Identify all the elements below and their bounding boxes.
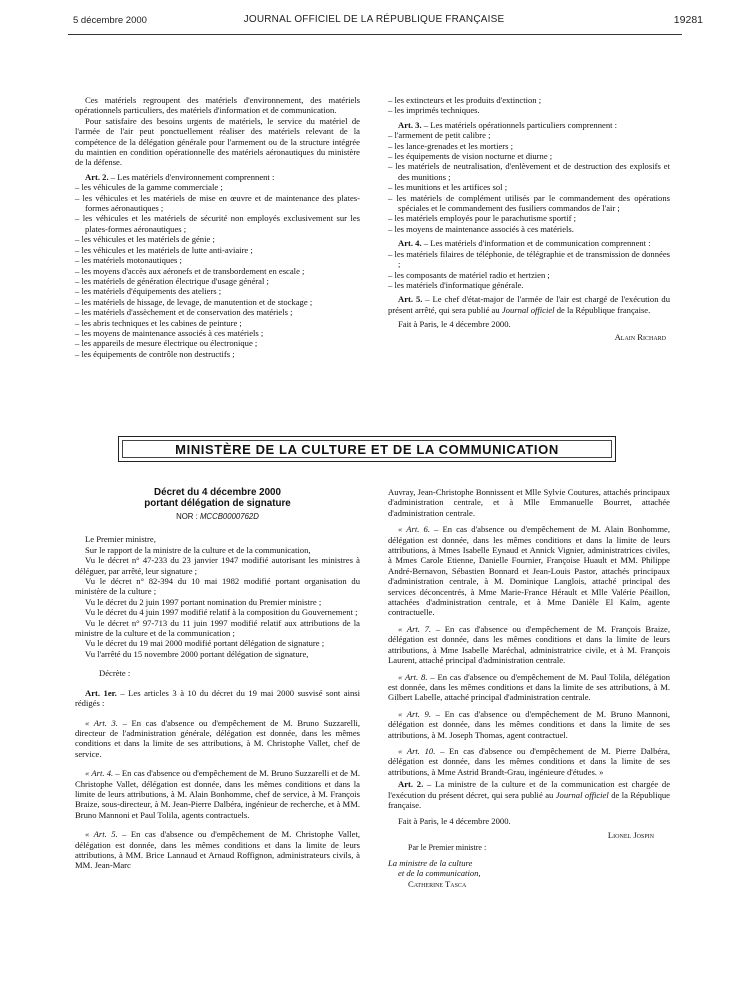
paragraph: Pour satisfaire des besoins urgents de matériels, le service du matériel de l'armée de l'air peut ponctuellement réaliser des matériels relevant de la compétence de la délégation générale pour l'armement ou de la structure intégrée du maintien en condition opérationnelle des matériels aéronautiques du ministère de la défense. <box>75 115 360 168</box>
article-heading <box>388 294 670 315</box>
article-label: « Art. 9. <box>398 708 431 719</box>
top-left-column <box>75 95 360 359</box>
list-item: – les véhicules et les matériels de mise en œuvre et de maintenance des plates-formes aéronautiques ; <box>75 192 360 214</box>
article-text: de la République française. <box>554 304 651 315</box>
nor-reference <box>75 512 360 522</box>
visa: Sur le rapport de la ministre de la culture et de la communication, <box>85 544 311 555</box>
nor-label: NOR : <box>176 512 200 521</box>
list-item: – les matériels de neutralisation, d'enlèvement et de destruction des explosifs et des munitions ; <box>388 161 670 182</box>
nor-code: MCCB0000762D <box>199 512 259 521</box>
article-heading <box>388 120 670 130</box>
article-text: – En cas d'absence ou d'empêchement de M. Alain Bonhomme, délégation est donnée, dans les mêmes conditions et dans la limite de leurs attributions, à Mmes Isabelle Eynaud et Annick Vignier, administratrices civiles, à Mmes Carole Etienne, Danielle Fournier, Françoise Huault et MM. Philippe André-Bernavon, Sébastien Bonnard et Jean-Louis Pastor, attachés principaux d'administration centrale, à M. Dominique Langlois, attaché principal des services déconcentrés, à Mme Marie-France Hérault et Mlle Valérie Péaillon, attachées d'administration centrale, et à Mme Danièle El Kaïm, agente contractuelle. <box>388 524 670 618</box>
list-item: – les équipements de contrôle non destructifs ; <box>75 348 235 359</box>
article-label: « Art. 7. <box>398 623 432 634</box>
list-item: – les matériels motonautiques ; <box>75 255 182 266</box>
article <box>75 718 360 760</box>
list-item: – les véhicules de la gamme commerciale ; <box>75 182 223 193</box>
list-item: – les matériels filaires de téléphonie, de télégraphie et de transmission de données ; <box>388 248 670 270</box>
list-item: – les matériels de hissage, de levage, de manutention et de stockage ; <box>75 296 313 307</box>
article-label: Art. 5. <box>398 294 423 305</box>
article-text: – En cas d'absence ou d'empêchement de M. Paul Tolila, délégation est donnée, dans les mêmes conditions et dans la limite de ses attributions, à M. Gilbert Labelle, attaché principal d'administration centrale. <box>388 671 670 703</box>
article-heading <box>388 779 670 810</box>
article-label: « Art. 8. <box>398 671 428 682</box>
article <box>388 524 670 618</box>
visa: Vu le décret n° 97-713 du 11 juin 1997 modifié relatif aux attributions de la ministre de la culture et de la communication ; <box>75 617 360 639</box>
page-number: 19281 <box>673 14 703 26</box>
article-text: – En cas d'absence ou d'empêchement de M. Bruno Suzzarelli et de M. Christophe Vallet, délégation est donnée, dans les mêmes conditions et dans la limite de leurs attributions, à M. Alain Bonhomme, chef de service, à M. François Braize, sous-directeur, à M. Jean-Pierre Dalbéra, ingénieur de recherche, et à MM. Bruno Mannoni et Paul Tolila, agents contractuels. <box>75 768 360 820</box>
visa: Vu le décret du 19 mai 2000 modifié portant délégation de signature ; <box>85 638 325 649</box>
article-label: Art. 3. <box>398 119 422 130</box>
header-rule <box>68 34 682 35</box>
decree-title: Décret du 4 décembre 2000 <box>154 487 281 498</box>
visa: Vu le décret n° 47-233 du 23 janvier 1947 modifié autorisant les ministres à déléguer, par arrêté, leur signature ; <box>75 555 360 576</box>
article-text: – En cas d'absence ou d'empêchement de M. Pierre Dalbéra, délégation est donnée, dans les mêmes conditions et dans la limite de ses attributions, à Mme Astrid Brandt-Grau, ingénieure d'études. » <box>388 745 671 777</box>
article-text: – La ministre de la culture et de la communication est chargée de l'exécution du présent décret, qui sera publié au <box>388 779 671 800</box>
article-heading <box>75 172 360 182</box>
article-label: Art. 1er. <box>85 687 117 698</box>
article-text: – Le chef d'état-major de l'armée de l'air est chargé de l'exécution du présent arrêté, qui sera publié au <box>388 294 671 315</box>
visa: Le Premier ministre, <box>85 534 156 545</box>
list-item: – les munitions et les artifices sol ; <box>388 182 508 193</box>
journal-reference: Journal officiel <box>555 789 609 800</box>
list-item: – les composants de matériel radio et hertzien ; <box>388 269 550 280</box>
minister-title: et de la communication, <box>398 868 481 878</box>
paragraph: Ces matériels regroupent des matériels d'environnement, des matériels opérationnels particuliers, des matériels d'information et de communication. <box>75 95 360 116</box>
article <box>75 768 360 820</box>
ministry-title: MINISTÈRE DE LA CULTURE ET DE LA COMMUNICATION <box>122 440 612 458</box>
ministry-banner <box>118 436 616 462</box>
visa: Vu le décret du 4 juin 1997 modifié relatif à la composition du Gouvernement ; <box>85 607 358 618</box>
article-heading <box>388 238 670 248</box>
list-item: – les abris techniques et les cabines de peinture ; <box>75 317 242 328</box>
article-label: Art. 2. <box>398 779 424 790</box>
list-item: – les véhicules et les matériels de lutte anti-aviaire ; <box>75 244 253 255</box>
decrete: Décrète : <box>99 668 131 679</box>
list-item: – les matériels employés pour le parachutisme sportif ; <box>388 213 577 224</box>
article-label: Art. 4. <box>398 238 422 249</box>
article-text: – En cas d'absence ou d'empêchement de M. François Braize, délégation est donnée, dans les mêmes conditions et dans la limite de leurs attributions, à Mme Isabelle Maréchal, administratrice civile, et à M. François Laurent, attaché principal d'administration centrale. <box>388 623 671 666</box>
list-item: – les équipements de vision nocturne et diurne ; <box>388 151 553 162</box>
list-item: – les matériels d'informatique générale. <box>388 279 524 290</box>
article-text: – Les matériels d'information et de communication comprennent : <box>421 238 651 249</box>
article-text: – En cas d'absence ou d'empêchement de M. Bruno Suzzarelli, directeur de l'administration générale, délégation est donnée, dans les mêmes conditions et dans la limite de ses attributions, à M. Christophe Vallet, chef de service. <box>75 717 360 759</box>
article-label: « Art. 5. <box>85 829 118 840</box>
article-text: de la République française. <box>388 789 670 810</box>
paragraph: Auvray, Jean-Christophe Bonnissent et Mlle Sylvie Coutures, attachés principaux d'administration centrale, et à Mlle Emmanuelle Bourret, attachée d'administration centrale. <box>388 487 670 518</box>
article-label: « Art. 10. <box>398 745 436 756</box>
signature: Alain Richard <box>614 331 666 342</box>
visa: Vu le décret n° 82-394 du 10 mai 1982 modifié portant organisation du ministère de la culture ; <box>75 576 360 597</box>
decree-subtitle: portant délégation de signature <box>144 498 291 509</box>
list-item: – les matériels d'équipements des ateliers ; <box>75 286 222 297</box>
list-item: – les matériels d'assèchement et de conservation des matériels ; <box>75 307 293 318</box>
article <box>388 709 670 740</box>
par-premier-ministre: Par le Premier ministre : <box>408 843 487 853</box>
article-text: – En cas d'absence ou d'empêchement de M. Christophe Vallet, délégation est donnée, dans les mêmes conditions et dans la limite de leurs attributions, à MM. Brice Lannaud et Arnaud Roffignon, administrateurs civils, à MM. Jean-Marc <box>75 829 360 871</box>
fait-line: Fait à Paris, le 4 décembre 2000. <box>398 319 511 330</box>
list-item: – les appareils de mesure électrique ou électronique ; <box>75 338 258 349</box>
article-label: Art. 2. <box>85 171 109 182</box>
article-label: « Art. 6. <box>398 524 430 535</box>
decree-left-column <box>75 487 360 871</box>
signature: Lionel Jospin <box>607 829 654 840</box>
visa: Vu le décret du 2 juin 1997 portant nomination du Premier ministre ; <box>85 596 322 607</box>
top-right-column <box>388 95 670 342</box>
list-item: – les matériels de complément utilisés par le commandement des opérations spéciales et le commandement des fusiliers commandos de l'air ; <box>388 192 670 214</box>
list-item: – les moyens d'accès aux aéronefs et de transbordement en escale ; <box>75 265 305 276</box>
article-text: – Les matériels d'environnement comprennent : <box>108 171 275 182</box>
signature: Catherine Tasca <box>408 879 467 890</box>
article-text: – Les matériels opérationnels particuliers comprennent : <box>421 119 618 130</box>
list-item: – les lance-grenades et les mortiers ; <box>388 140 514 151</box>
list-item: – l'armement de petit calibre ; <box>388 130 491 141</box>
article-label: « Art. 4. <box>85 768 114 779</box>
article-label: « Art. 3. <box>85 717 118 728</box>
article <box>388 672 670 703</box>
article <box>388 624 670 666</box>
article <box>388 746 670 777</box>
fait-line: Fait à Paris, le 4 décembre 2000. <box>398 816 511 827</box>
list-item: – les imprimés techniques. <box>388 105 480 116</box>
list-item: – les extincteurs et les produits d'extinction ; <box>388 95 542 105</box>
page-header <box>0 13 748 29</box>
article <box>75 829 360 871</box>
article-text: – En cas d'absence ou d'empêchement de M. Bruno Mannoni, délégation est donnée, dans les mêmes conditions et dans la limite de ses attributions, à M. Joseph Thomas, agent contractuel. <box>388 708 670 740</box>
list-item: – les moyens de maintenance associés à ces matériels ; <box>75 327 264 338</box>
journal-reference: Journal officiel <box>501 304 555 315</box>
article-text: – Les articles 3 à 10 du décret du 19 mai 2000 susvisé sont ainsi rédigés : <box>75 687 361 709</box>
list-item: – les moyens de maintenance associés à ces matériels. <box>388 223 574 234</box>
list-item: – les véhicules et les matériels de sécurité non employés exclusivement sur les plates-formes aéronautiques ; <box>75 213 360 234</box>
visa: Vu l'arrêté du 15 novembre 2000 portant délégation de signature, <box>85 648 309 659</box>
article-heading <box>75 688 360 709</box>
list-item: – les matériels de génération électrique d'usage général ; <box>75 275 269 286</box>
journal-title: JOURNAL OFFICIEL DE LA RÉPUBLIQUE FRANÇAISE <box>243 14 505 25</box>
minister-title: La ministre de la culture <box>388 857 473 868</box>
decree-right-column <box>388 487 670 890</box>
header-date: 5 décembre 2000 <box>73 15 147 26</box>
list-item: – les véhicules et les matériels de génie ; <box>75 234 215 245</box>
